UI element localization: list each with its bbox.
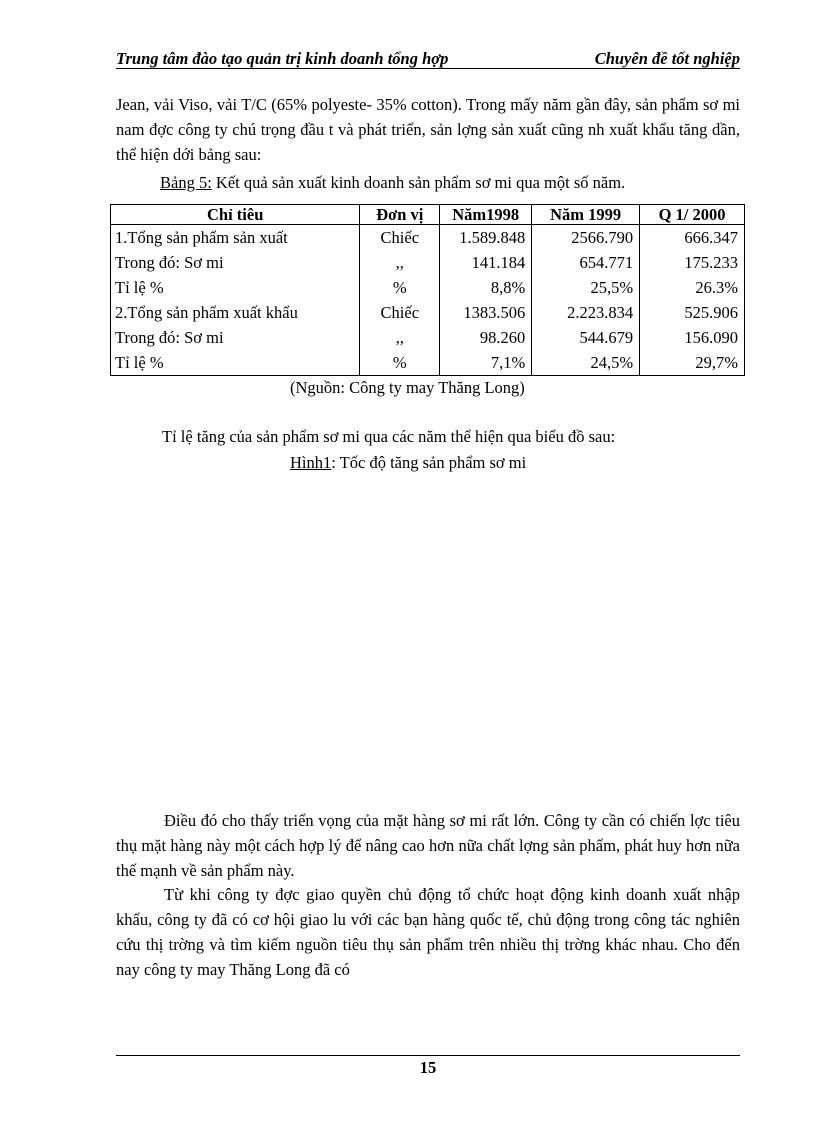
cell-1998: 7,1% bbox=[440, 350, 532, 376]
cell-q1-2000: 525.906 bbox=[640, 300, 745, 325]
cell-unit: Chiếc bbox=[360, 225, 440, 251]
figure-caption bbox=[290, 453, 526, 473]
cell-1998: 141.184 bbox=[440, 250, 532, 275]
cell-1998: 8,8% bbox=[440, 275, 532, 300]
cell-1999: 544.679 bbox=[532, 325, 640, 350]
table-caption bbox=[160, 173, 625, 193]
cell-unit: ,, bbox=[360, 250, 440, 275]
table-row bbox=[111, 275, 745, 300]
table-row bbox=[111, 350, 745, 376]
cell-indicator: Tỉ lệ % bbox=[111, 275, 360, 300]
cell-unit: % bbox=[360, 350, 440, 376]
header-organization: Trung tâm đào tạo quản trị kinh doanh tổng hợp bbox=[116, 49, 449, 68]
production-table bbox=[110, 204, 745, 376]
paragraph-outlook: Điều đó cho thấy triển vọng của mặt hàng sơ mi rất lớn. Công ty cần có chiến lợc tiêu thụ mặt hàng này một cách hợp lý để nâng cao hơn nữa chất lợng sản phẩm, phát huy hơn nữa thế mạnh về sản phẩm này. bbox=[116, 811, 740, 880]
cell-q1-2000: 175.233 bbox=[640, 250, 745, 275]
figure-placeholder bbox=[116, 485, 740, 805]
cell-indicator: 1.Tổng sản phẩm sản xuất bbox=[111, 225, 360, 251]
cell-1999: 25,5% bbox=[532, 275, 640, 300]
cell-q1-2000: 26.3% bbox=[640, 275, 745, 300]
col-header-q1-2000: Q 1/ 2000 bbox=[640, 205, 745, 225]
table-row bbox=[111, 300, 745, 325]
footer-divider bbox=[116, 1055, 740, 1056]
cell-indicator: 2.Tổng sản phẩm xuất khẩu bbox=[111, 300, 360, 325]
cell-1999: 654.771 bbox=[532, 250, 640, 275]
table-row bbox=[111, 250, 745, 275]
cell-unit: ,, bbox=[360, 325, 440, 350]
page-header bbox=[116, 48, 740, 69]
cell-indicator: Trong đó: Sơ mi bbox=[111, 325, 360, 350]
figure-caption-text: : Tốc độ tăng sản phẩm sơ mi bbox=[331, 453, 527, 472]
cell-indicator: Tỉ lệ % bbox=[111, 350, 360, 376]
chart-intro: Tỉ lệ tăng của sản phẩm sơ mi qua các năm thể hiện qua biểu đồ sau: bbox=[162, 427, 616, 446]
table-source: (Nguồn: Công ty may Thăng Long) bbox=[290, 378, 525, 397]
col-header-1998: Năm1998 bbox=[440, 205, 532, 225]
figure-caption-label: Hình1 bbox=[290, 453, 332, 472]
cell-1999: 2.223.834 bbox=[532, 300, 640, 325]
col-header-indicator: Chỉ tiêu bbox=[111, 205, 360, 225]
cell-q1-2000: 666.347 bbox=[640, 225, 745, 251]
cell-unit: % bbox=[360, 275, 440, 300]
table-header-row bbox=[111, 205, 745, 225]
table-row bbox=[111, 325, 745, 350]
cell-unit: Chiếc bbox=[360, 300, 440, 325]
page-number: 15 bbox=[419, 1058, 437, 1077]
cell-1998: 98.260 bbox=[440, 325, 532, 350]
table-caption-text: Kết quả sản xuất kinh doanh sản phẩm sơ mi qua một số năm. bbox=[211, 173, 626, 192]
cell-q1-2000: 156.090 bbox=[640, 325, 745, 350]
cell-1999: 24,5% bbox=[532, 350, 640, 376]
cell-1998: 1.589.848 bbox=[440, 225, 532, 251]
cell-q1-2000: 29,7% bbox=[640, 350, 745, 376]
col-header-unit: Đơn vị bbox=[360, 205, 440, 225]
header-document-type: Chuyên đề tốt nghiệp bbox=[594, 49, 740, 68]
cell-1998: 1383.506 bbox=[440, 300, 532, 325]
cell-indicator: Trong đó: Sơ mi bbox=[111, 250, 360, 275]
table-caption-label: Bảng 5: bbox=[160, 173, 212, 192]
cell-1999: 2566.790 bbox=[532, 225, 640, 251]
col-header-1999: Năm 1999 bbox=[532, 205, 640, 225]
intro-paragraph: Jean, vải Viso, vải T/C (65% polyeste- 35% cotton). Trong mấy năm gần đây, sản phẩm sơ mi nam đợc công ty chú trọng đầu t và phát triển, sản lợng sản xuất cũng nh xuất khẩu tăng dần, thể hiện dới bảng sau: bbox=[116, 95, 740, 164]
table-row bbox=[111, 225, 745, 251]
paragraph-export: Từ khi công ty đợc giao quyền chủ động tổ chức hoạt động kinh doanh xuất nhập khẩu, công ty đã có cơ hội giao lu với các bạn hàng quốc tế, chủ động trong công tác nghiên cứu thị trờng và tìm kiếm nguồn tiêu thụ sản phẩm trên nhiều thị trờng khác nhau. Cho đến nay công ty may Thăng Long đã có bbox=[116, 885, 740, 979]
